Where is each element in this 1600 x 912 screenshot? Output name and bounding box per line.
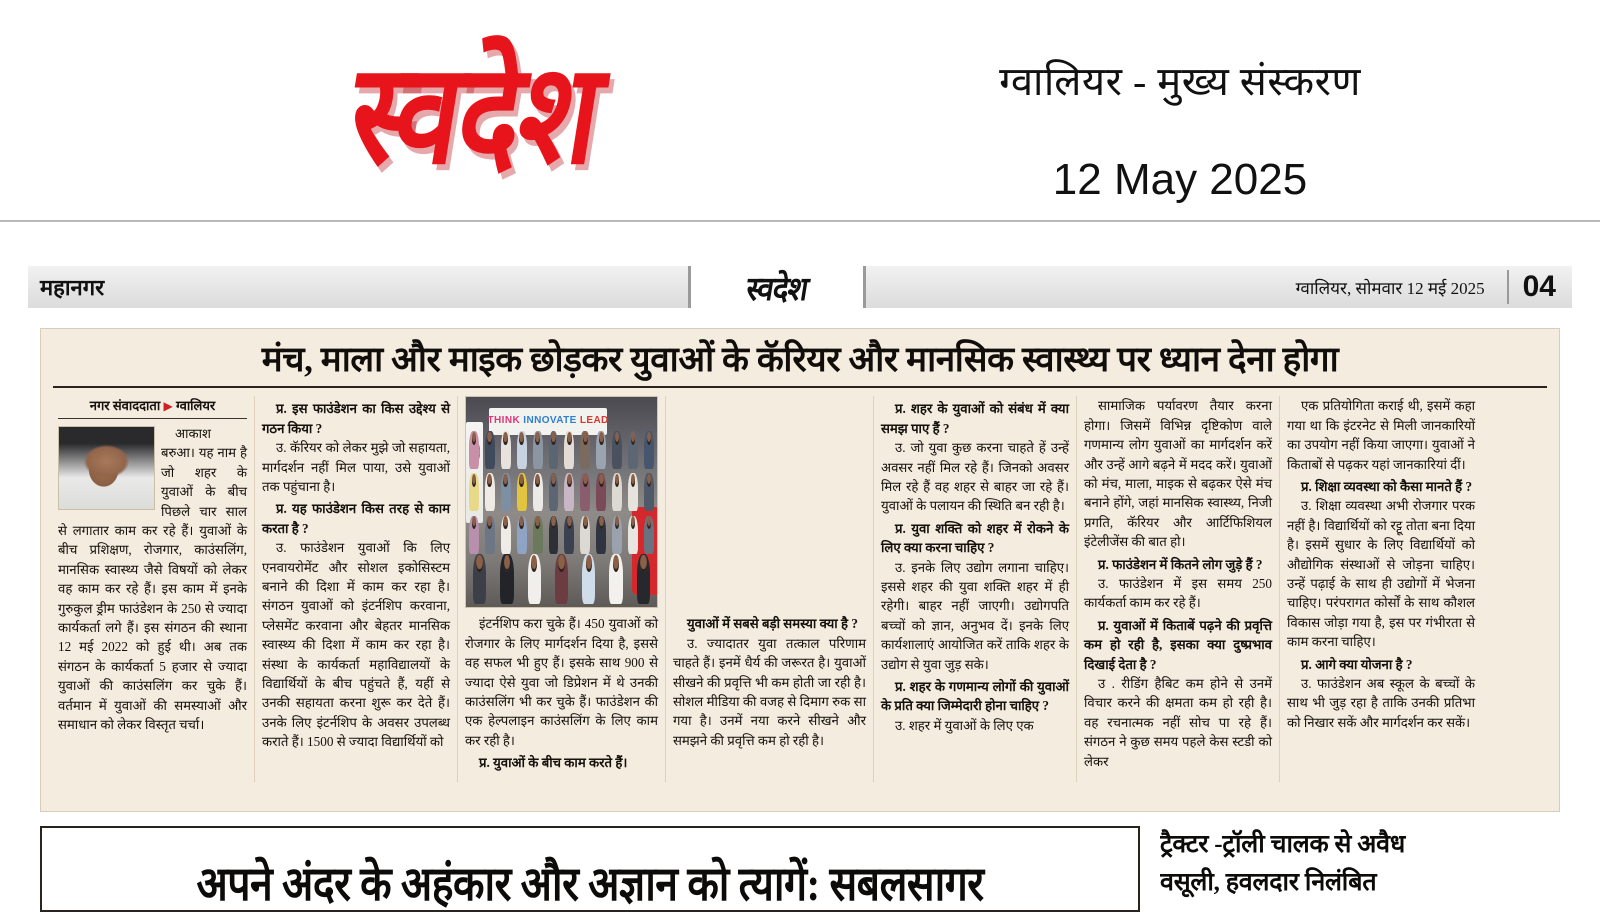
- photo-person: [549, 431, 559, 469]
- photo-person: [609, 554, 622, 604]
- section-name: महानगर: [40, 275, 105, 300]
- byline-arrow-icon: ▶: [163, 399, 173, 414]
- photo-person: [501, 431, 511, 469]
- photo-person: [533, 473, 543, 511]
- question-4: युवाओं में सबसे बड़ी समस्या क्या है ?: [687, 616, 858, 632]
- photo-people-row: [466, 516, 657, 554]
- photo-person: [596, 516, 606, 554]
- banner-word-think: THINK: [487, 415, 521, 427]
- section-bar-right: [866, 270, 1572, 304]
- edition-date: 12 May 2025: [1052, 155, 1308, 204]
- banner-word-lead: LEAD: [579, 415, 609, 427]
- byline: [58, 396, 247, 419]
- photo-person: [644, 473, 654, 511]
- article-column-4: [665, 396, 873, 782]
- photo-person: [637, 554, 650, 604]
- answer-5: उ. जो युवा कुछ करना चाहते हें उन्हें अवसर नहीं मिल रहे हैं। जिनको अवसर मिल रहे हैं वह शहर से बाहर जा रहे हैं। युवाओं के पलायन की स्थिति बन रही है।: [881, 440, 1069, 514]
- edition-block: [900, 52, 1460, 205]
- answer-9: उ . रीडिंग हैबिट कम होने से उनमें विचार करने की क्षमता कम हो रही है। वह रचनात्मक नहीं सोच पा रहे हैं। संगठन ने कुछ समय पहले केस स्टडी को लेकर: [1084, 675, 1272, 769]
- question-6: प्र. युवा शक्ति को शहर में रोकने के लिए क्या करना चाहिए ?: [881, 520, 1069, 556]
- answer-10: उ. शिक्षा व्यवस्था अभी रोजगार परक नहीं है। विद्यार्थियों को रट्टू तोता बना दिया है। इसमें सुधार के लिए विद्यार्थियों को औद्योगिक संस्थाओं से जोड़ना चाहिए। उन्हें पढ़ाई के साथ ही उद्योगों में भेजना चाहिए। परंपरागत कोर्सों के साथ कौशल विकास जोड़ा गया है, इस पर गंभीरता से काम करना चाहिए।: [1287, 498, 1475, 650]
- photo-person: [501, 516, 511, 554]
- photo-person: [612, 431, 622, 469]
- answer-2: उ. फाउंडेशन युवाओं कि लिए एनवायरोमेंट और सोशल इकोसिस्टम बनाने की दिशा में काम कर रहा है। संगठन युवाओं को इंटर्नशिप करवाना, प्लेसमेंट करवाना और बेहतर मानसिक स्वास्थ्य की दिशा में काम कर रहा है। संस्था के कार्यकर्ता महाविद्यालयों के विद्यार्थियों के बीच पहुंचते हैं, यहीं से उनकी सहायता करना शुरू कर देते हैं। उनके लिए इंटर्नशिप के अवसर उपलब्ध कराते हैं। 1500 से ज्यादा विद्यार्थियों को: [262, 540, 450, 750]
- column1-paragraph: आकाश बरुआ। यह नाम है जो शहर के युवाओं के बीच पिछले चार साल से लगातार काम कर रहे हैं। युवाओं के बीच प्रशिक्षण, रोजगार, काउंसलिंग, मानसिक स्वास्थ्य जैसे विषयों को लेकर वह काम कर रहे हैं। इस काम में इनके गुरुकुल ड्रीम फाउंडेशन के 250 से ज्यादा कार्यकर्ता लगे हैं। इस संगठन की स्थाना 12 मई 2022 को हुई थी। अब तक संगठन के कार्यकर्ता 5 हजार से ज्यादा युवाओं की काउंसलिंग कर चुके हैं। वर्तमान में युवाओं की समस्याओं और समाधान को लेकर विस्तृत चर्चा।: [58, 425, 247, 733]
- photo-person: [564, 473, 574, 511]
- newspaper-logo: [165, 36, 785, 196]
- photo-person: [473, 554, 486, 604]
- photo-person: [612, 516, 622, 554]
- photo-person: [580, 473, 590, 511]
- article-headline: मंच, माला और माइक छोड़कर युवाओं के कॅरियर और मानसिक स्वास्थ्य पर ध्यान देना होगा: [261, 340, 1339, 379]
- photo-person: [564, 516, 574, 554]
- photo-person: [612, 473, 622, 511]
- photo-person: [564, 431, 574, 469]
- secondary-article-box: [40, 826, 1140, 912]
- section-bar-logo-text: स्वदेश: [743, 271, 810, 308]
- group-photo: [465, 396, 658, 608]
- photo-people-row: [466, 473, 657, 511]
- photo-person: [485, 431, 495, 469]
- section-bar-date: ग्वालियर, सोमवार 12 मई 2025: [1295, 278, 1485, 298]
- article-column-1: [51, 396, 254, 782]
- photo-person: [500, 554, 513, 604]
- photo-person: [485, 473, 495, 511]
- photo-person: [533, 431, 543, 469]
- photo-person: [517, 516, 527, 554]
- photo-people-row: [466, 554, 657, 604]
- column3-continuation: इंटर्नशिप करा चुके हैं। 450 युवाओं को रोजगार के लिए मार्गदर्शन दिया है, इससे वह सफल भी हुए हैं। इसके साथ 900 से ज्यादा ऐसे युवा जो डिप्रेशन में थे उनकी काउंसलिंग भी कर चुके हैं। फाउंडेशन की एक हेल्पलाइन काउंसलिंग के लिए काम कर रही है।: [465, 616, 658, 748]
- question-8: प्र. फाउंडेशन में कितने लोग जुड़े हैं ?: [1098, 556, 1263, 572]
- byline-city: ग्वालियर: [175, 398, 216, 414]
- photo-person: [555, 554, 568, 604]
- newspaper-logo-text: स्वदेश: [339, 38, 611, 193]
- photo-person: [549, 516, 559, 554]
- photo-person: [501, 473, 511, 511]
- tertiary-article-box: [1160, 826, 1560, 912]
- photo-people-row: [466, 431, 657, 469]
- answer-1: उ. कॅरियर को लेकर मुझे जो सहायता, मार्गदर्शन नहीं मिल पाया, उसे युवाओं तक पहुंचाना है।: [262, 440, 450, 494]
- photo-person: [644, 516, 654, 554]
- byline-reporter: नगर संवाददाता: [89, 398, 161, 414]
- masthead: [0, 0, 1600, 222]
- photo-person: [517, 431, 527, 469]
- photo-person: [469, 473, 479, 511]
- column6-continuation: सामाजिक पर्यावरण तैयार करना होगा। जिसमें विभिन्न दृष्टिकोण वाले गणमान्य लोग युवाओं का मार्गदर्शन करें और उन्हें आगे बढ़ने में मदद करें। युवाओं को मंच, माला, माइक से बढ़कर ऐसे मंच बनाने होंगे, जहां मानसिक स्वास्थ्य, निजी प्रगति, कॅरियर और आर्टिफिशियल इंटेलीजेंस की बात हो।: [1084, 398, 1272, 550]
- reporter-portrait-photo: [58, 426, 155, 510]
- secondary-article-headline: अपने अंदर के अहंकार और अज्ञान को त्यागें: सबलसागर: [196, 857, 984, 911]
- photo-person: [596, 473, 606, 511]
- photo-person: [528, 554, 541, 604]
- photo-person: [533, 516, 543, 554]
- answer-11: उ. फाउंडेशन अब स्कूल के बच्चों के साथ भी जुड़ रहा है ताकि उनकी प्रतिभा को निखार सकें और मार्गदर्शन कर सकें।: [1287, 675, 1475, 730]
- article-columns: [41, 388, 1559, 788]
- photo-person: [485, 516, 495, 554]
- article-column-5: [873, 396, 1076, 782]
- article-column-6: [1076, 396, 1279, 782]
- question-5: प्र. शहर के युवाओं को संबंध में क्या समझ पाए हैं ?: [881, 401, 1069, 436]
- photo-person: [580, 431, 590, 469]
- photo-person: [596, 431, 606, 469]
- question-1: प्र. इस फाउंडेशन का किस उद्देश्य से गठन किया ?: [262, 401, 450, 436]
- answer-4: उ. ज्यादातर युवा तत्काल परिणाम चाहते हैं। इनमें धैर्य की जरूरत है। युवाओं सीखने की प्रवृत्ति भी कम होती जा रही है। सोशल मीडिया की वजह से दिमाग रुक सा गया है। उनमें नया करने सीखने और समझने की प्रवृत्ति कम हो रही है।: [673, 635, 866, 748]
- page-number-divider: [1507, 270, 1509, 304]
- photo-person: [628, 431, 638, 469]
- photo-person: [644, 431, 654, 469]
- photo-person: [517, 473, 527, 511]
- photo-people: [466, 431, 657, 607]
- page-number: 04: [1522, 270, 1556, 303]
- column7-continuation: एक प्रतियोगिता कराई थी, इसमें कहा गया था कि इंटरनेट से मिली जानकारियों का उपयोग नहीं किया जाएगा। युवाओं ने किताबों से पढ़कर यहां जानकारियां दीं।: [1287, 398, 1475, 472]
- question-11: प्र. आगे क्या योजना है ?: [1301, 656, 1413, 672]
- banner-word-innovate: INNOVATE: [523, 415, 577, 427]
- question-7: प्र. शहर के गणमान्य लोगों की युवाओं के प्रति क्या जिम्मेदारी होना चाहिए ?: [881, 678, 1069, 714]
- photo-person: [628, 516, 638, 554]
- photo-person: [628, 473, 638, 511]
- question-10: प्र. शिक्षा व्यवस्था को कैसा मानते हैं ?: [1301, 478, 1473, 494]
- main-article: [40, 328, 1560, 812]
- article-column-7: [1279, 396, 1482, 782]
- question-2: प्र. यह फाउंडेशन किस तरह से काम करता है ?: [262, 501, 450, 536]
- tertiary-article-headline-line2: वसूली, हवलदार निलंबित: [1160, 868, 1377, 896]
- photo-person: [582, 554, 595, 604]
- article-column-3: [457, 396, 665, 782]
- section-header-bar: [28, 266, 1572, 308]
- section-bar-logo: [691, 266, 863, 308]
- tertiary-article-headline-line1: ट्रैक्टर -ट्रॉली चालक से अवैध: [1160, 831, 1406, 858]
- photo-person: [549, 473, 559, 511]
- photo-person: [469, 516, 479, 554]
- photo-person: [469, 431, 479, 469]
- photo-person: [580, 516, 590, 554]
- article-column-2: [254, 396, 457, 782]
- answer-7: उ. शहर में युवाओं के लिए एक: [895, 717, 1034, 733]
- answer-6: उ. इनके लिए उद्योग लगाना चाहिए। इससे शहर की युवा शक्ति शहर में ही रहेगी। बाहर नहीं जाएगी। उद्योगपति बच्चों को ज्ञान, अनुभव दें। इनके लिए कार्यशालाएं आयोजित करें ताकि शहर के उद्योग से युवा जुड़ सके।: [881, 559, 1069, 672]
- edition-name: ग्वालियर - मुख्य संस्करण: [999, 59, 1361, 104]
- question-3: प्र. युवाओं के बीच काम करते हैं।: [479, 755, 628, 771]
- question-9: प्र. युवाओं में किताबें पढ़ने की प्रवृत्ति कम हो रही है, इसका क्या दुष्प्रभाव दिखाई देता है ?: [1084, 617, 1272, 672]
- answer-8: उ. फाउंडेशन में इस समय 250 कार्यकर्ता काम कर रहे हैं।: [1084, 575, 1272, 611]
